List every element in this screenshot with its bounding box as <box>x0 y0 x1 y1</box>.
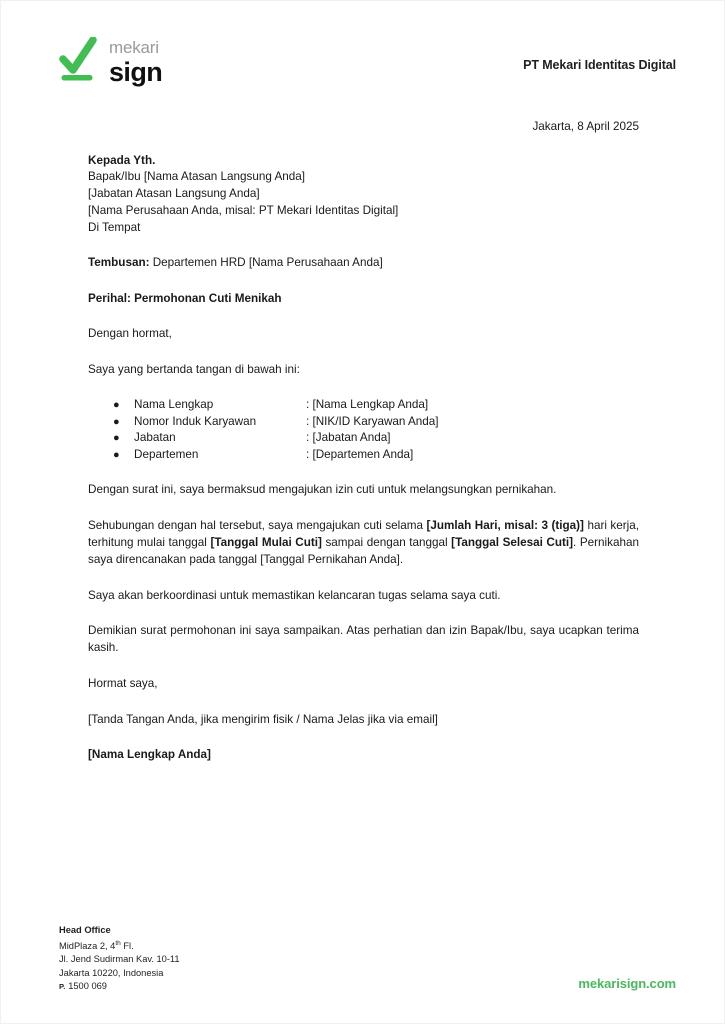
bullet-icon: ● <box>113 432 120 445</box>
footer-phone <box>59 980 180 993</box>
footer-address-ordinal: th <box>115 940 121 948</box>
identity-label: Departemen <box>134 447 199 461</box>
detail-text-3: sampai dengan tanggal <box>321 536 452 550</box>
footer-website[interactable]: mekarisign.com <box>578 976 676 991</box>
cc-line <box>88 255 639 272</box>
footer-office-title: Head Office <box>59 924 111 935</box>
paragraph-purpose: Dengan surat ini, saya bermaksud mengajukan izin cuti untuk melangsungkan pernikahan. <box>88 483 557 497</box>
detail-placeholder-start-date: [Tanggal Mulai Cuti] <box>210 536 322 550</box>
identity-value: : [Jabatan Anda] <box>306 431 391 445</box>
company-name: PT Mekari Identitas Digital <box>523 58 676 72</box>
paragraph-detail <box>88 518 639 568</box>
bullet-icon: ● <box>113 415 120 428</box>
green-check-mark-icon <box>59 37 99 85</box>
sign-off-line: Hormat saya, <box>88 677 158 691</box>
bullet-icon: ● <box>113 399 120 412</box>
logo-word-mekari: mekari <box>109 38 159 57</box>
addressee-line-3: [Nama Perusahaan Anda, misal: PT Mekari Identitas Digital] <box>88 203 399 217</box>
list-item <box>113 414 639 431</box>
paragraph-coordination: Saya akan berkoordinasi untuk memastikan kelancaran tugas selama saya cuti. <box>88 588 501 602</box>
addressee-line-4: Di Tempat <box>88 220 141 234</box>
bullet-icon: ● <box>113 448 120 461</box>
identity-list <box>88 397 639 463</box>
footer-address-line-1-post: Fl. <box>120 941 134 952</box>
list-item <box>113 430 639 447</box>
cc-value: Departemen HRD [Nama Perusahaan Anda] <box>149 256 383 270</box>
logo-word-sign: sign <box>109 57 163 87</box>
signature-placeholder: [Tanda Tangan Anda, jika mengirim fisik / Nama Jelas jika via email] <box>88 712 438 726</box>
detail-text-4: . Pernikahan saya direncanakan pada tanggal [Tanggal Pernikahan Anda]. <box>88 536 639 566</box>
detail-placeholder-duration: [Jumlah Hari, misal: 3 (tiga)] <box>426 519 584 533</box>
footer-phone-label: P. <box>59 981 66 991</box>
footer-address-line-3: Jakarta 10220, Indonesia <box>59 967 164 978</box>
addressee-line-2: [Jabatan Atasan Langsung Anda] <box>88 187 260 201</box>
footer-phone-value: 1500 069 <box>65 980 107 991</box>
identity-label: Nomor Induk Karyawan <box>134 414 257 428</box>
addressee-salutation: Kepada Yth. <box>88 153 156 167</box>
addressee-line-1: Bapak/Ibu [Nama Atasan Langsung Anda] <box>88 170 306 184</box>
logo-wordmark <box>109 37 162 86</box>
footer-address-block <box>59 924 180 993</box>
greeting-line: Dengan hormat, <box>88 327 172 341</box>
footer-address-line-1-pre: MidPlaza 2, 4 <box>59 941 116 952</box>
subject-line: Perihal: Permohonan Cuti Menikah <box>88 291 282 305</box>
detail-text-1: Sehubungan dengan hal tersebut, saya mengajukan cuti selama <box>88 519 427 533</box>
identity-label: Jabatan <box>134 431 176 445</box>
paragraph-closing: Demikian surat permohonan ini saya sampaikan. Atas perhatian dan izin Bapak/Ibu, saya ucapkan terima kasih. <box>88 624 639 655</box>
document-footer <box>59 921 676 993</box>
intro-line: Saya yang bertanda tangan di bawah ini: <box>88 362 300 376</box>
list-item <box>113 397 639 414</box>
addressee-block <box>88 153 639 237</box>
detail-placeholder-end-date: [Tanggal Selesai Cuti] <box>451 536 574 550</box>
identity-value: : [Nama Lengkap Anda] <box>306 398 429 412</box>
list-item <box>113 447 639 464</box>
identity-label: Nama Lengkap <box>134 398 214 412</box>
footer-address-line-2: Jl. Jend Sudirman Kav. 10-11 <box>59 954 180 965</box>
detail-text-2: hari kerja, terhitung mulai tanggal <box>88 519 639 550</box>
identity-value: : [Departemen Anda] <box>306 447 414 461</box>
footer-address-line-1 <box>59 937 180 953</box>
cc-label: Tembusan: <box>88 256 150 270</box>
identity-value: : [NIK/ID Karyawan Anda] <box>306 414 439 428</box>
letter-body <box>88 119 639 764</box>
document-header <box>59 37 676 93</box>
date-line: Jakarta, 8 April 2025 <box>532 120 639 133</box>
mekari-sign-logo <box>59 37 162 86</box>
signer-name: [Nama Lengkap Anda] <box>88 748 211 762</box>
